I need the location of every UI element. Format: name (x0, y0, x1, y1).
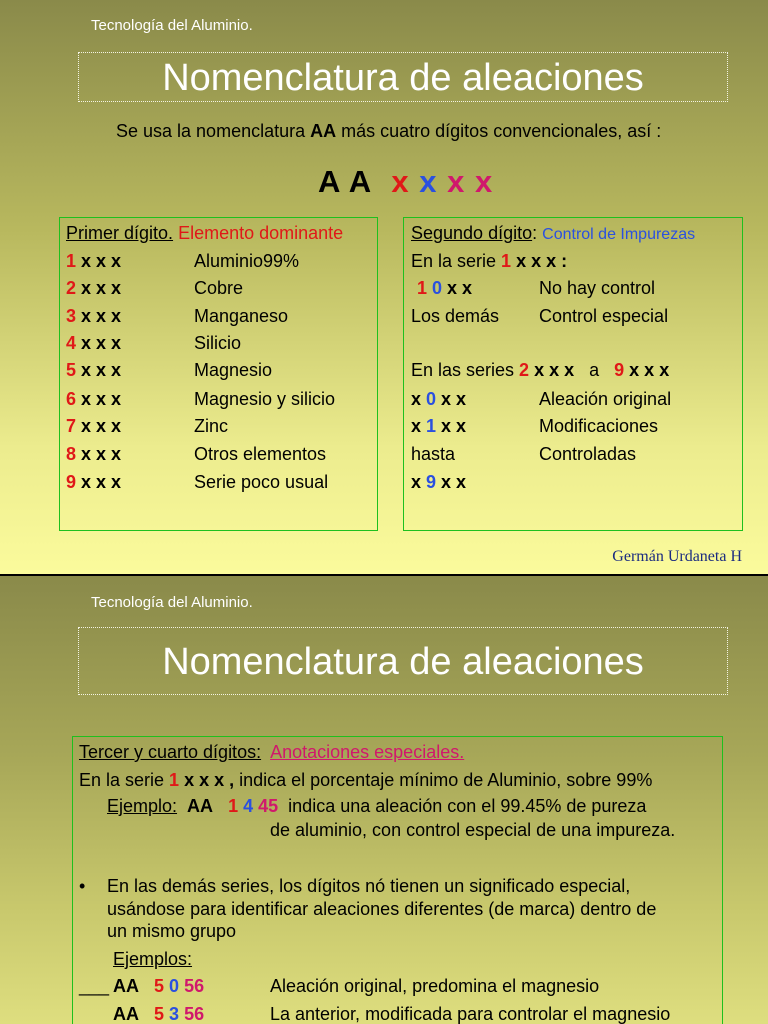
series-digit: 7 (66, 416, 77, 436)
no-control-label: No hay control (539, 278, 656, 298)
control-especial-label: Control especial (539, 306, 669, 326)
intro-text: Se usa la nomenclatura AA más cuatro dígitos convencionales, así : (116, 121, 662, 141)
series-rest: x x x (76, 472, 122, 492)
series-line: En las series 2 x x x a 9 x x x (411, 360, 670, 380)
series-digit: 6 (66, 389, 77, 409)
element-label: Manganeso (194, 306, 289, 326)
third-fourth-heading: Tercer y cuarto dígitos: Anotaciones especiales. (79, 742, 465, 762)
controladas-label: Controladas (539, 444, 637, 464)
series-rest: x x x (76, 416, 122, 436)
element-label: Zinc (194, 416, 229, 436)
author: Germán Urdaneta H (612, 548, 742, 565)
title-box (78, 627, 728, 695)
aleacion-original-label: Aleación original (539, 389, 672, 409)
ejemplo-line-2: de aluminio, con control especial de una impureza. (270, 820, 676, 840)
series-rest: x x x (76, 306, 122, 326)
element-label: Magnesio (194, 360, 273, 380)
modificaciones-label: Modificaciones (539, 416, 659, 436)
series-digit: 9 (66, 472, 77, 492)
slide-title: Nomenclatura de aleaciones (162, 57, 644, 99)
bullet-mark: • (79, 876, 86, 896)
series-rest: x x x (76, 389, 122, 409)
series-code (66, 444, 121, 465)
aa-code: A A x x x x (318, 164, 494, 199)
slide-title: Nomenclatura de aleaciones (162, 641, 644, 683)
series-rest: x x x (76, 444, 122, 464)
serie1-sentence: En la serie 1 x x x , indica el porcentaje mínimo de Aluminio, sobre 99% (79, 770, 653, 790)
los-demas-label: Los demás (411, 306, 500, 326)
slide-header: Tecnología del Aluminio. (91, 594, 253, 611)
series-digit: 1 (66, 251, 77, 271)
title-box (78, 52, 728, 102)
series-code (66, 389, 121, 410)
hasta-label: hasta (411, 444, 456, 464)
element-label: Otros elementos (194, 444, 327, 464)
first-digit-heading: Primer dígito. Elemento dominante (66, 223, 344, 243)
code-x1xx: x 1 x x (411, 416, 467, 436)
series-code (66, 416, 121, 437)
series-code (66, 472, 121, 493)
series-rest: x x x (76, 360, 122, 380)
element-label: Silicio (194, 333, 242, 353)
series-rest: x x x (76, 333, 122, 353)
code-x9xx: x 9 x x (411, 472, 467, 492)
second-digit-heading: Segundo dígito: Control de Impurezas (411, 223, 696, 243)
series-code (66, 306, 121, 327)
example-text-1: Aleación original, predomina el magnesio (270, 976, 600, 996)
series-digit: 2 (66, 278, 77, 298)
element-label: Serie poco usual (194, 472, 329, 492)
slide-2 (0, 576, 768, 1024)
blank-line: ___ (79, 976, 110, 996)
element-label: Cobre (194, 278, 244, 298)
series-rest: x x x (76, 278, 122, 298)
example-code-1: AA 5 0 56 (113, 976, 205, 996)
series-code (66, 251, 121, 272)
ejemplo-line: Ejemplo: AA 1 4 45 indica una aleación con el 99.45% de pureza (107, 796, 647, 816)
element-label: Aluminio99% (194, 251, 300, 271)
serie1-line: En la serie 1 x x x : (411, 251, 568, 271)
example-code-2: AA 5 3 56 (113, 1004, 205, 1024)
bullet-line-2: usándose para identificar aleaciones diferentes (de marca) dentro de (107, 899, 657, 919)
series-digit: 8 (66, 444, 77, 464)
series-digit: 3 (66, 306, 77, 326)
series-code (66, 333, 121, 354)
bullet-line-3: un mismo grupo (107, 921, 237, 941)
slide-header: Tecnología del Aluminio. (91, 17, 253, 34)
series-digit: 4 (66, 333, 77, 353)
example-text-2: La anterior, modificada para controlar el magnesio (270, 1004, 671, 1024)
bullet-line-1: En las demás series, los dígitos nó tienen un significado especial, (107, 876, 631, 896)
series-code (66, 360, 121, 381)
series-code (66, 278, 121, 299)
series-rest: x x x (76, 251, 122, 271)
element-label: Magnesio y silicio (194, 389, 336, 409)
code-x0xx: x 0 x x (411, 389, 467, 409)
code-10xx: 1 0 x x (417, 278, 473, 298)
series-digit: 5 (66, 360, 77, 380)
ejemplos-label: Ejemplos: (113, 949, 193, 969)
